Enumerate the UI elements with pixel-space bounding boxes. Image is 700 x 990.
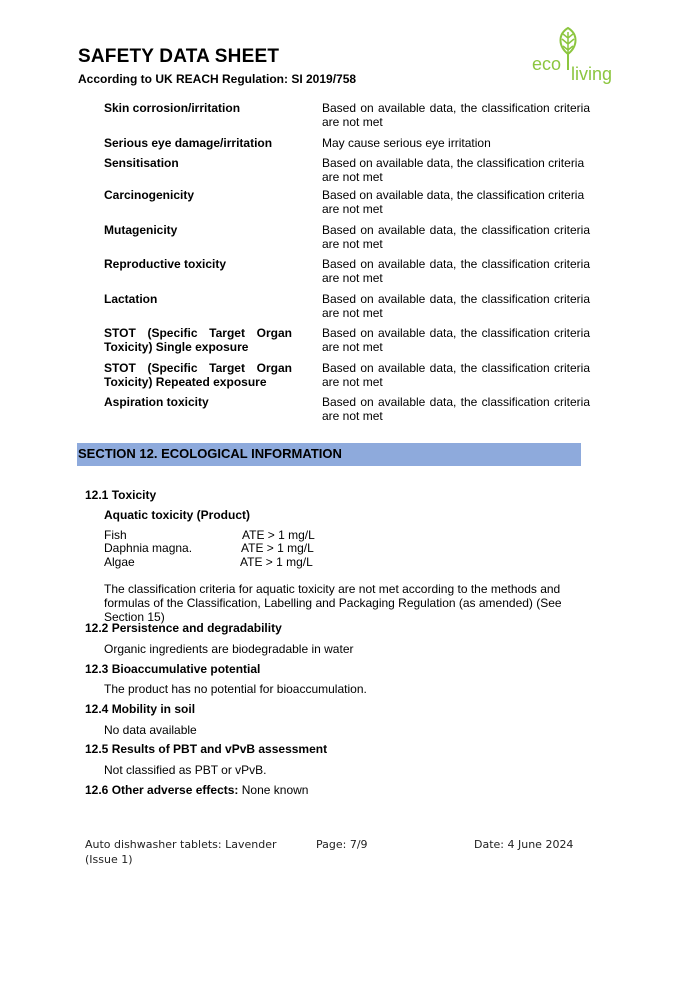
toxicity-heading: 12.1 Toxicity: [85, 488, 157, 502]
row-label: Skin corrosion/irritation: [104, 101, 241, 115]
row-value: Based on available data, the classification criteria are not met: [322, 292, 590, 320]
row-value: Based on available data, the classification criteria are not met: [322, 395, 590, 423]
pbt-heading: 12.5 Results of PBT and vPvB assessment: [85, 742, 328, 756]
ecoliving-logo: [528, 26, 620, 90]
aquatic-value: ATE > 1 mg/L: [240, 555, 313, 569]
document-title: SAFETY DATA SHEET: [78, 46, 280, 67]
footer-date: Date: 4 June 2024: [474, 838, 574, 851]
logo-eco-text: eco: [532, 54, 562, 74]
other-effects-line: [85, 783, 308, 797]
table-row: [104, 100, 590, 135]
aquatic-organism: Algae: [104, 555, 135, 569]
aquatic-row: [104, 528, 315, 542]
persistence-text: Organic ingredients are biodegradable in water: [104, 642, 354, 656]
row-label: Lactation: [104, 292, 158, 306]
row-label: Serious eye damage/irritation: [104, 136, 273, 150]
section-title: SECTION 12. ECOLOGICAL INFORMATION: [78, 446, 342, 461]
table-row: [104, 135, 590, 155]
aquatic-toxicity-subheading: Aquatic toxicity (Product): [104, 508, 251, 522]
table-row: [104, 291, 590, 325]
other-effects-heading: 12.6 Other adverse effects:: [85, 783, 239, 797]
row-label: STOT (Specific Target Organ Toxicity) Single exposure: [104, 326, 292, 354]
footer-product: Auto dishwasher tablets: Lavender: [85, 838, 277, 851]
bioaccumulative-text: The product has no potential for bioaccumulation.: [104, 682, 367, 696]
aquatic-row: [104, 541, 314, 555]
row-value: Based on available data, the classification criteria are not met: [322, 156, 585, 184]
aquatic-value: ATE > 1 mg/L: [242, 528, 315, 542]
table-row: [104, 394, 590, 428]
table-row: [104, 187, 590, 222]
table-row: [104, 360, 590, 394]
bioaccumulative-heading: 12.3 Bioaccumulative potential: [85, 662, 261, 676]
aquatic-note: The classification criteria for aquatic toxicity are not met according to the methods and formulas of the Classification, Labelling and Packaging Regulation (as amended) (See Section 15): [104, 582, 562, 624]
row-value: Based on available data, the classification criteria are not met: [322, 326, 590, 354]
row-label: Reproductive toxicity: [104, 257, 227, 271]
table-row: [104, 325, 590, 360]
mobility-heading: 12.4 Mobility in soil: [85, 702, 196, 716]
row-label: Mutagenicity: [104, 223, 178, 237]
aquatic-row: [104, 555, 313, 569]
pbt-text: Not classified as PBT or vPvB.: [104, 763, 267, 777]
mobility-text: No data available: [104, 723, 197, 737]
table-row: [104, 155, 590, 187]
row-label: STOT (Specific Target Organ Toxicity) Repeated exposure: [104, 361, 292, 389]
row-value: Based on available data, the classification criteria are not met: [322, 188, 585, 216]
logo-living-text: living: [571, 64, 613, 84]
table-row: [104, 256, 590, 291]
footer-page: Page: 7/9: [316, 838, 368, 851]
row-label: Carcinogenicity: [104, 188, 195, 202]
toxicological-table: [104, 100, 590, 428]
row-value: May cause serious eye irritation: [322, 136, 491, 150]
regulation-subtitle: According to UK REACH Regulation: SI 2019/758: [78, 72, 357, 86]
other-effects-text: None known: [241, 783, 309, 797]
row-value: Based on available data, the classification criteria are not met: [322, 223, 590, 251]
aquatic-value: ATE > 1 mg/L: [241, 541, 314, 555]
persistence-heading: 12.2 Persistence and degradability: [85, 621, 282, 635]
table-row: [104, 222, 590, 256]
aquatic-organism: Daphnia magna.: [104, 541, 193, 555]
row-label: Aspiration toxicity: [104, 395, 209, 409]
row-value: Based on available data, the classification criteria are not met: [322, 101, 590, 129]
aquatic-organism: Fish: [104, 528, 127, 542]
row-value: Based on available data, the classification criteria are not met: [322, 257, 590, 285]
footer-issue: (Issue 1): [85, 853, 133, 866]
row-value: Based on available data, the classification criteria are not met: [322, 361, 590, 389]
row-label: Sensitisation: [104, 156, 179, 170]
